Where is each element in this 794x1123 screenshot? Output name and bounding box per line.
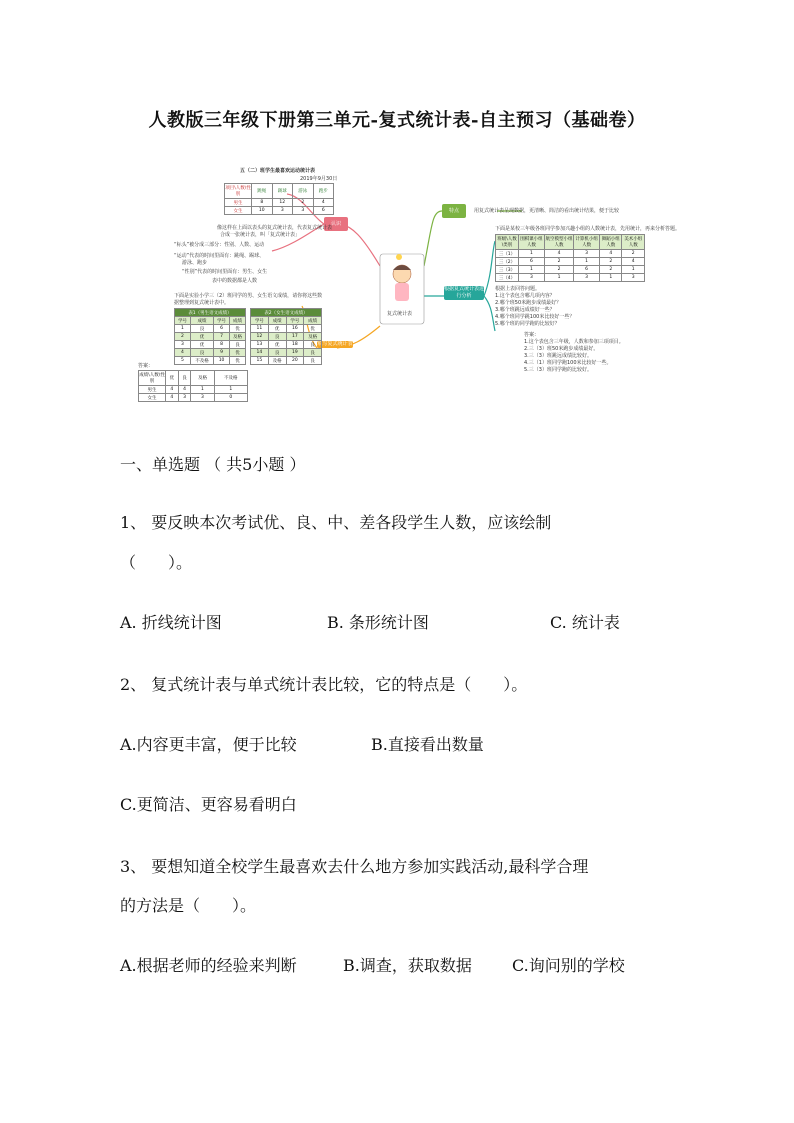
interest-cell: 3 [519,274,545,282]
question-2-option-b[interactable]: B.直接看出数量 [371,735,484,754]
section-heading: 一、单选题 （ 共5小题 ） [120,455,306,474]
girls-table-header: 学号 [286,317,304,325]
boys-cell: 6 [214,325,230,333]
answer-cell: 男生 [139,386,166,394]
interest-group-table [495,234,645,282]
right-question: 1.这个表包含哪几项内容？ [495,293,555,299]
answer-table [138,370,248,402]
question-1-option-b[interactable]: B. 条形统计图 [327,613,429,632]
interest-cell: 4 [600,250,622,258]
interest-cell: 1 [519,266,545,274]
girls-cell: 18 [286,341,304,349]
top-table-cell: 女生 [225,207,252,215]
interest-cell: 1 [519,250,545,258]
boys-cell: 良 [230,341,246,349]
boys-table-title: 表1（男生语文成绩） [175,309,246,317]
top-table-cell: 6 [313,207,334,215]
boys-cell: 良 [190,349,213,357]
boys-table-header: 学号 [175,317,191,325]
renshi-line: 游泳、跑步 [182,260,208,266]
girls-cell: 良 [304,341,322,349]
answer-table-header: 不及格 [214,371,248,386]
interest-table-header: 美术小组人数 [622,235,645,250]
girls-cell: 11 [251,325,269,333]
top-table-date: 2019年9月30日 [300,176,338,182]
branch-fill: 填写复式统计表 [317,341,353,347]
interest-cell: 3 [622,274,645,282]
boys-table-header: 成绩 [190,317,213,325]
answer-cell: 0 [214,394,248,402]
renshi-line: “标头”被分成三部分：性别、人数、运动 [174,242,265,248]
right-answer: 答案： [524,332,540,338]
right-question: 2.哪个班50米跑步成绩最好？ [495,300,562,306]
interest-table-header: 围棋课小组人数 [519,235,545,250]
interest-cell: 2 [622,250,645,258]
interest-cell: 2 [600,258,622,266]
interest-cell: 2 [544,258,573,266]
answer-table-header: 优 [166,371,179,386]
girls-cell: 16 [286,325,304,333]
interest-cell: 三（1） [496,250,519,258]
top-table-cell: 3 [293,207,314,215]
boys-cell: 8 [214,341,230,349]
top-table-cell: 10 [252,207,273,215]
boys-cell: 不及格 [190,357,213,365]
boys-cell: 及格 [230,333,246,341]
boys-cell: 2 [175,333,191,341]
interest-cell: 2 [600,266,622,274]
interest-cell: 1 [574,258,600,266]
boys-cell: 3 [175,341,191,349]
girls-cell: 及格 [268,357,286,365]
interest-cell: 6 [574,266,600,274]
mind-map-center-label: 复式统计表 [387,311,413,317]
answer-cell: 3 [178,394,191,402]
boys-cell: 优 [190,333,213,341]
boys-cell: 优 [190,341,213,349]
boys-cell: 4 [175,349,191,357]
answer-cell: 女生 [139,394,166,402]
boys-cell: 5 [175,357,191,365]
interest-cell: 3 [574,274,600,282]
girls-cell: 15 [251,357,269,365]
question-2-option-c[interactable]: C.更简洁、更容易看明白 [120,795,297,814]
renshi-line: “运动”代表的时间里面有：跳绳、踢球、 [174,253,265,259]
right-answer: 3.三（3）班跳远成绩比较好。 [524,353,592,359]
interest-cell: 1 [622,266,645,274]
top-table-header: 跳绳 [252,184,273,199]
top-table-cell: 12 [272,199,293,207]
boys-cell: 1 [175,325,191,333]
top-table-header: 踢球 [272,184,293,199]
girls-cell: 良 [268,333,286,341]
top-table-cell: 4 [313,199,334,207]
question-2-option-a[interactable]: A.内容更丰富，便于比较 [120,735,297,754]
top-table-header: 游泳 [293,184,314,199]
right-answer: 5.三（3）班同学跑的比较好。 [524,367,592,373]
girls-cell: 17 [286,333,304,341]
answer-cell: 1 [214,386,248,394]
girls-cell: 优 [268,325,286,333]
boys-cell: 7 [214,333,230,341]
answer-table-header: 及格 [191,371,214,386]
renshi-line: 像这样在上面以表头的复式统计表，代表复式统计表 [217,225,333,231]
interest-table-header: 计算机小组人数 [574,235,600,250]
right-answer: 4.三（1）班同学跑100米比较好一些。 [524,360,612,366]
right-intro: 下面是某校三年级各班同学参加兴趣小组的人数统计表，先用统计，再来分析答题。 [495,226,681,232]
girls-table-header: 学号 [251,317,269,325]
mind-map-figure [112,156,681,418]
right-question: 根据上表回答问题。 [495,286,541,292]
boys-cell: 9 [214,349,230,357]
top-table-cell: 男生 [225,199,252,207]
girls-cell: 12 [251,333,269,341]
girls-cell: 良 [268,349,286,357]
interest-table-header: 航空模型小组人数 [544,235,573,250]
boys-cell: 优 [230,357,246,365]
question-3-option-a[interactable]: A.根据老师的经验来判断 [120,956,297,975]
boys-cell: 优 [230,349,246,357]
answer-table-corner: 成绩\人数\性别 [139,371,166,386]
interest-table-header: 舞蹈小组人数 [600,235,622,250]
branch-renshi: 认识 [324,217,348,231]
boys-table-header: 学号 [214,317,230,325]
interest-cell: 1 [544,274,573,282]
girls-cell: 14 [251,349,269,357]
girls-table-title: 表2（女生语文成绩） [251,309,322,317]
boys-cell: 10 [214,357,230,365]
girls-cell: 良 [304,349,322,357]
boys-cell: 优 [230,325,246,333]
answer-cell: 4 [178,386,191,394]
interest-cell: 三（2） [496,258,519,266]
interest-table-corner: 班级\人数\类别 [496,235,519,250]
top-table-title: 五（二）班学生最喜欢运动统计表 [240,168,316,174]
girls-cell: 及格 [304,333,322,341]
girls-cell: 良 [304,357,322,365]
question-1-stem: 1、 要反映本次考试优、良、中、差各段学生人数，应该绘制 [120,513,552,532]
question-3-option-b[interactable]: B.调查，获取数据 [343,956,472,975]
boys-table-header: 成绩 [230,317,246,325]
answer-cell: 1 [191,386,214,394]
question-1-stem-cont: （ ）。 [120,553,193,572]
tedian-text: 用复式统计表呈现数据，更清晰、简洁的看出统计结果，便于比较 [474,208,620,214]
interest-cell: 三（3） [496,266,519,274]
interest-cell: 2 [544,266,573,274]
answer-label: 答案： [138,363,154,369]
right-question: 3.哪个班跳远成绩好一些？ [495,307,555,313]
top-table-cell: 3 [272,207,293,215]
interest-cell: 1 [600,274,622,282]
fill-intro: 下面是实验小学三（2）班同学的男、女生语文成绩，请你将这些数 [174,293,323,299]
right-question: 5.哪个班的同学跑的比较好？ [495,321,560,327]
boys-cell: 良 [190,325,213,333]
girls-cell: 优 [268,341,286,349]
girls-table-header: 成绩 [268,317,286,325]
girls-cell: 19 [286,349,304,357]
top-table-cell: 8 [252,199,273,207]
renshi-line: 合成一张统计表，叫「复式统计表」 [220,232,301,238]
question-3-stem: 3、 要想知道全校学生最喜欢去什么地方参加实践活动,最科学合理 [120,857,589,876]
renshi-line: 表中的数据都是人数 [212,278,258,284]
girls-table-header: 成绩 [304,317,322,325]
top-table-header: 跑步 [313,184,334,199]
answer-cell: 4 [166,386,179,394]
interest-cell: 4 [544,250,573,258]
question-2-stem: 2、 复式统计表与单式统计表比较，它的特点是（ ）。 [120,675,528,694]
top-table [224,183,334,215]
girls-cell: 13 [251,341,269,349]
top-table-cell: 2 [293,199,314,207]
right-question: 4.哪个班同学跳100米比较好一些？ [495,314,575,320]
interest-cell: 6 [519,258,545,266]
interest-cell: 三（4） [496,274,519,282]
answer-cell: 4 [166,394,179,402]
question-1-option-c[interactable]: C. 统计表 [550,613,620,632]
fill-intro: 据整理到复式统计表中。 [174,300,230,306]
branch-tedian: 特点 [442,204,466,218]
interest-cell: 3 [574,250,600,258]
right-answer: 2.三（3）班50米跑步成绩最好。 [524,346,599,352]
girls-cell: 优 [304,325,322,333]
question-3-option-c[interactable]: C.询问别的学校 [512,956,625,975]
answer-cell: 3 [191,394,214,402]
girls-cell: 20 [286,357,304,365]
question-3-stem-cont: 的方法是（ ）。 [120,896,257,915]
page-title: 人教版三年级下册第三单元-复式统计表-自主预习（基础卷） [148,110,646,131]
boys-score-table [174,308,246,365]
question-1-option-a[interactable]: A. 折线统计图 [120,613,222,632]
answer-table-header: 良 [178,371,191,386]
branch-analysis: 根据复式统计表进行分析 [444,286,485,299]
girls-score-table [250,308,322,365]
renshi-line: “性别”代表的时间里面有：男生、女生 [182,269,268,275]
top-table-corner: 项目\人数\性别 [225,184,252,199]
right-answer: 1.这个表包含三年级，人数和参加三项项目。 [524,339,624,345]
interest-cell: 4 [622,258,645,266]
